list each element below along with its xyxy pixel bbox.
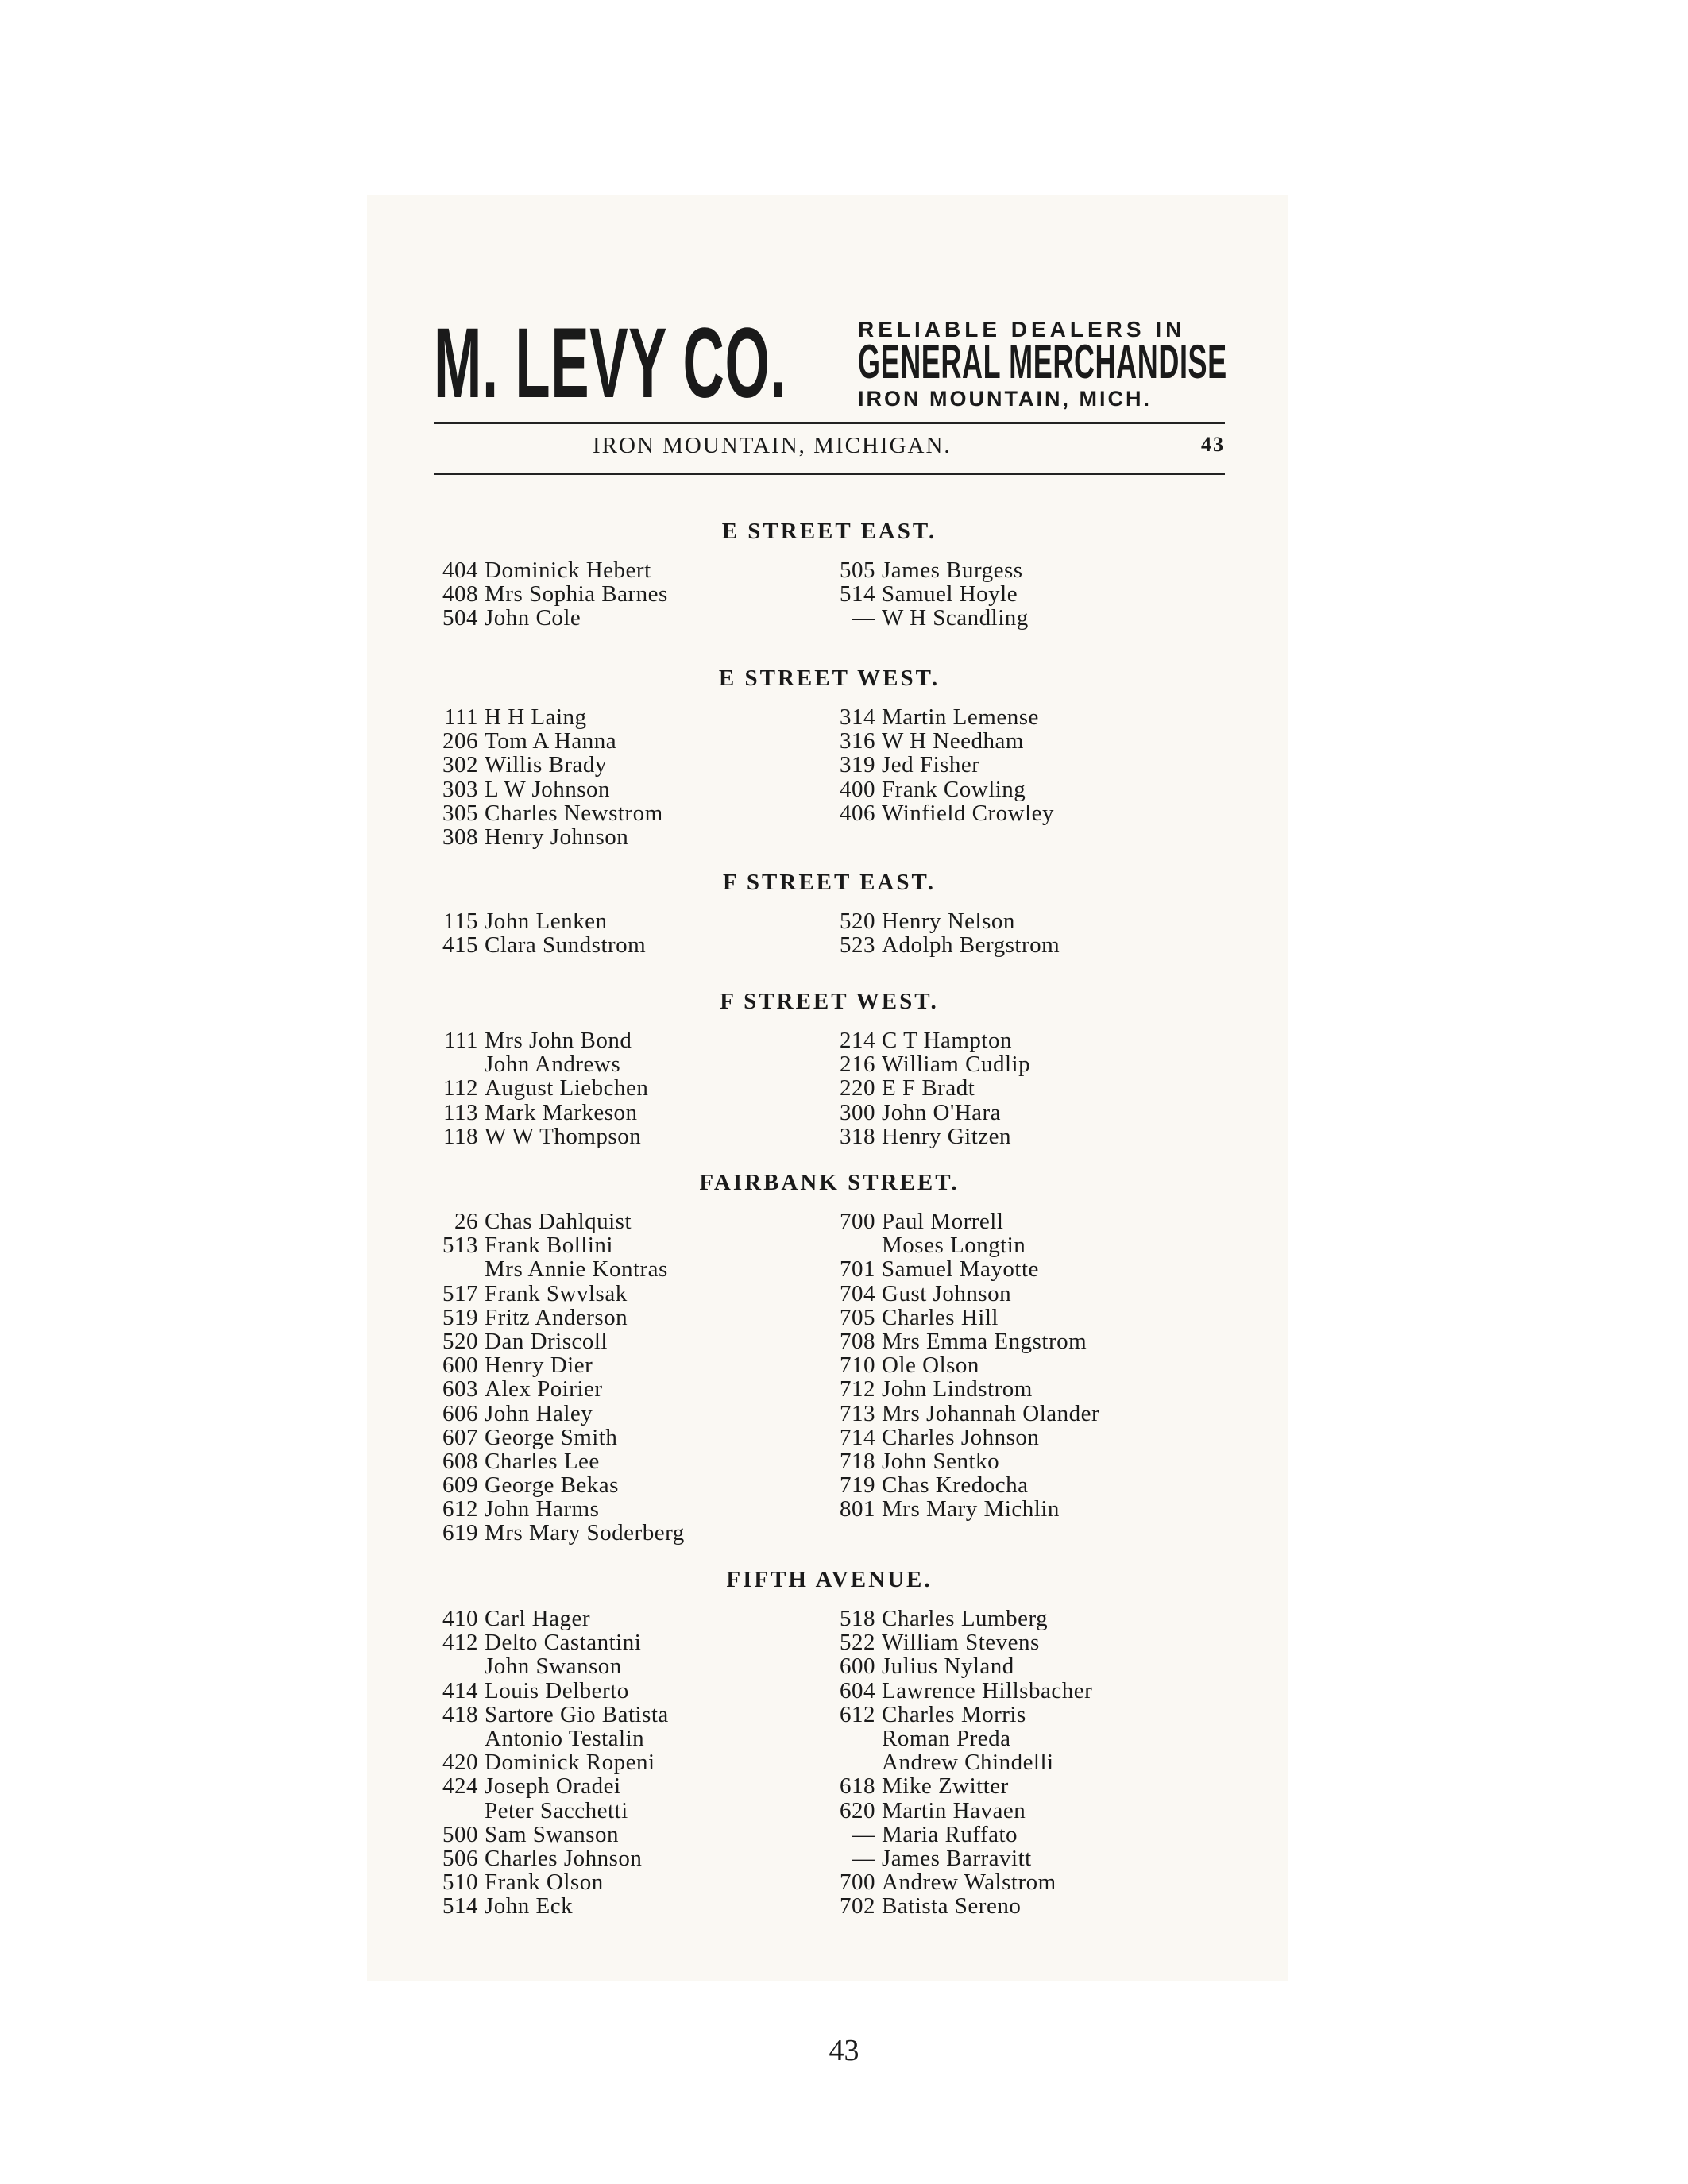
resident-name: Frank Bollini [485, 1233, 613, 1259]
house-number: 700 [840, 1870, 875, 1896]
house-number: 513 [442, 1233, 478, 1259]
resident-name: Mrs John Bond [485, 1028, 632, 1053]
resident-name: Moses Longtin [882, 1233, 1026, 1259]
resident-name: Charles Newstrom [485, 800, 663, 826]
resident-name: John Sentko [882, 1448, 1000, 1474]
column-left [434, 1210, 685, 1545]
list-item [831, 1497, 1099, 1521]
house-number: 519 [442, 1304, 478, 1330]
list-item [434, 1306, 685, 1329]
house-number: 404 [442, 558, 478, 583]
list-item [831, 1449, 1099, 1473]
resident-name: Chas Dahlquist [485, 1209, 632, 1234]
resident-name: Charles Lee [485, 1448, 600, 1474]
list-item [831, 933, 1060, 957]
ad-company-name: M. LEVY CO. [434, 308, 787, 419]
resident-name: Roman Preda [882, 1725, 1011, 1751]
list-item [831, 1750, 1092, 1774]
column-right [831, 558, 1029, 631]
resident-name: Mark Markeson [485, 1099, 638, 1125]
resident-name: Delto Castantini [485, 1630, 642, 1656]
resident-name: Ole Olson [882, 1352, 979, 1379]
bottom-rule [434, 473, 1225, 475]
section-title: F STREET EAST. [723, 870, 936, 895]
list-item [831, 1257, 1099, 1281]
resident-name: Mrs Emma Engstrom [882, 1328, 1087, 1354]
house-number: 618 [840, 1773, 875, 1800]
list-item [831, 1076, 1030, 1100]
resident-name: Sam Swanson [485, 1821, 620, 1847]
resident-name: Charles Johnson [882, 1424, 1040, 1450]
list-item [831, 1630, 1092, 1654]
house-number: 216 [840, 1051, 875, 1078]
list-item [434, 1607, 669, 1630]
resident-name: Henry Nelson [882, 909, 1015, 934]
resident-name: Jed Fisher [882, 752, 980, 778]
resident-name: Tom A Hanna [485, 728, 617, 754]
ad-tagline: RELIABLE DEALERS IN [858, 317, 1186, 341]
resident-name: Mrs Mary Michlin [882, 1496, 1060, 1522]
house-number: 510 [442, 1870, 478, 1896]
list-item [831, 1233, 1099, 1257]
list-item [831, 1774, 1092, 1798]
resident-name: John Andrews [485, 1051, 621, 1078]
list-item [434, 1402, 685, 1426]
list-item [831, 1894, 1092, 1918]
resident-name: Dominick Ropeni [485, 1750, 655, 1776]
resident-name: W W Thompson [485, 1123, 642, 1149]
list-item [434, 1125, 648, 1148]
house-number: 418 [442, 1701, 478, 1727]
resident-name: Antonio Testalin [485, 1725, 645, 1751]
resident-name: Charles Hill [882, 1304, 999, 1330]
resident-name: Henry Johnson [485, 824, 629, 850]
house-number: 302 [442, 752, 478, 778]
list-item [831, 558, 1029, 582]
resident-name: Adolph Bergstrom [882, 932, 1060, 959]
list-item [434, 1473, 685, 1497]
column-right [831, 909, 1060, 957]
resident-name: George Bekas [485, 1472, 619, 1499]
resident-name: John Harms [485, 1496, 600, 1522]
list-item [434, 1703, 669, 1727]
resident-name: Batista Sereno [882, 1893, 1022, 1920]
resident-name: Frank Olson [485, 1870, 604, 1896]
house-number: 612 [840, 1701, 875, 1727]
list-item [831, 1306, 1099, 1329]
house-number: 603 [442, 1376, 478, 1403]
resident-name: Charles Morris [882, 1701, 1026, 1727]
list-item [831, 1607, 1092, 1630]
list-item [831, 1028, 1030, 1052]
section-title: E STREET WEST. [718, 666, 941, 691]
list-item [831, 1282, 1099, 1306]
list-item [434, 1377, 685, 1401]
list-item [831, 909, 1060, 933]
list-item [434, 1257, 685, 1281]
resident-name: John Swanson [485, 1653, 622, 1680]
resident-name: Henry Dier [485, 1352, 593, 1379]
resident-name: Peter Sacchetti [485, 1797, 628, 1823]
resident-name: W H Needham [882, 728, 1024, 754]
list-item [434, 801, 663, 825]
house-number: 604 [840, 1677, 875, 1704]
list-item [831, 1125, 1030, 1148]
list-item [434, 729, 663, 753]
resident-name: John Eck [485, 1893, 574, 1920]
house-number: — [852, 1845, 875, 1871]
resident-name: Frank Swvlsak [485, 1280, 628, 1306]
list-item [831, 1329, 1099, 1353]
list-item [831, 705, 1054, 729]
resident-name: Andrew Walstrom [882, 1870, 1056, 1896]
house-number: 414 [442, 1677, 478, 1704]
list-item [434, 1521, 685, 1545]
house-number: 408 [442, 581, 478, 608]
resident-name: Alex Poirier [485, 1376, 603, 1403]
house-number: 314 [840, 704, 875, 730]
resident-name: Charles Johnson [485, 1845, 643, 1871]
house-number: 708 [840, 1328, 875, 1354]
resident-name: Lawrence Hillsbacher [882, 1677, 1093, 1704]
house-number: 111 [444, 704, 478, 730]
house-number: 424 [442, 1773, 478, 1800]
resident-name: H H Laing [485, 704, 587, 730]
house-number: 415 [442, 932, 478, 959]
house-number: 303 [442, 776, 478, 802]
list-item [831, 1473, 1099, 1497]
list-item [434, 909, 646, 933]
resident-name: Mrs Johannah Olander [882, 1400, 1100, 1426]
list-item [434, 1101, 648, 1125]
house-number: 700 [840, 1209, 875, 1234]
house-number: 518 [840, 1606, 875, 1631]
resident-name: Louis Delberto [485, 1677, 629, 1704]
list-item [434, 1774, 669, 1798]
ad-location: IRON MOUNTAIN, MICH. [858, 387, 1152, 411]
list-item [434, 1076, 648, 1100]
house-number: 520 [840, 909, 875, 934]
house-number: 522 [840, 1630, 875, 1656]
resident-name: Frank Cowling [882, 776, 1026, 802]
column-right [831, 1028, 1030, 1148]
resident-name: Sartore Gio Batista [485, 1701, 669, 1727]
resident-name: Julius Nyland [882, 1653, 1014, 1680]
house-number: 111 [444, 1028, 478, 1053]
list-item [434, 705, 663, 729]
house-number: 214 [840, 1028, 875, 1053]
column-left [434, 705, 663, 849]
list-item [831, 1654, 1092, 1678]
resident-name: John O'Hara [882, 1099, 1002, 1125]
list-item [831, 1052, 1030, 1076]
list-item [434, 1282, 685, 1306]
list-item [434, 1210, 685, 1233]
list-item [831, 1703, 1092, 1727]
resident-name: Gust Johnson [882, 1280, 1012, 1306]
house-number: 704 [840, 1280, 875, 1306]
list-item [831, 729, 1054, 753]
house-number: 718 [840, 1448, 875, 1474]
list-item [831, 1210, 1099, 1233]
house-number: 400 [840, 776, 875, 802]
list-item [831, 753, 1054, 777]
resident-name: Martin Lemense [882, 704, 1039, 730]
house-number: 608 [442, 1448, 478, 1474]
house-number: 26 [454, 1209, 478, 1234]
house-number: 506 [442, 1845, 478, 1871]
house-number: 710 [840, 1352, 875, 1379]
house-number: 701 [840, 1256, 875, 1283]
resident-name: Willis Brady [485, 752, 607, 778]
resident-name: James Burgess [882, 558, 1023, 583]
house-number: 412 [442, 1630, 478, 1656]
resident-name: Mrs Sophia Barnes [485, 581, 668, 608]
list-item [831, 1377, 1099, 1401]
column-left [434, 909, 646, 957]
resident-name: Carl Hager [485, 1606, 591, 1631]
list-item [434, 558, 668, 582]
list-item [434, 1654, 669, 1678]
house-number: 606 [442, 1400, 478, 1426]
list-item [434, 778, 663, 801]
house-number: 600 [442, 1352, 478, 1379]
list-item [434, 825, 663, 849]
resident-name: E F Bradt [882, 1075, 975, 1102]
house-number: 520 [442, 1328, 478, 1354]
house-number: 112 [443, 1075, 478, 1102]
house-number: 620 [840, 1797, 875, 1823]
column-right [831, 705, 1054, 825]
resident-name: Samuel Mayotte [882, 1256, 1039, 1283]
resident-name: Chas Kredocha [882, 1472, 1029, 1499]
resident-name: Mrs Mary Soderberg [485, 1520, 685, 1546]
house-number: 801 [840, 1496, 875, 1522]
house-number: 410 [442, 1606, 478, 1631]
resident-name: Mike Zwitter [882, 1773, 1009, 1800]
resident-name: Winfield Crowley [882, 800, 1055, 826]
resident-name: Mrs Annie Kontras [485, 1256, 668, 1283]
list-item [434, 582, 668, 606]
resident-name: Maria Ruffato [882, 1821, 1018, 1847]
list-item [831, 1846, 1092, 1870]
column-left [434, 1607, 669, 1918]
resident-name: Dan Driscoll [485, 1328, 608, 1354]
list-item [831, 582, 1029, 606]
section-title: FIFTH AVENUE. [726, 1567, 933, 1592]
list-item [831, 1426, 1099, 1449]
list-item [831, 1353, 1099, 1377]
resident-name: Fritz Anderson [485, 1304, 628, 1330]
list-item [434, 1353, 685, 1377]
list-item [434, 1028, 648, 1052]
list-item [434, 1846, 669, 1870]
house-number: — [852, 1821, 875, 1847]
advertisement-banner [434, 308, 1280, 419]
list-item [831, 1679, 1092, 1703]
house-number: 609 [442, 1472, 478, 1499]
column-right [831, 1607, 1092, 1918]
list-item [831, 801, 1054, 825]
house-number: 523 [840, 932, 875, 959]
column-right [831, 1210, 1099, 1521]
resident-name: Paul Morrell [882, 1209, 1004, 1234]
resident-name: John Lenken [485, 909, 608, 934]
list-item [434, 1052, 648, 1076]
house-number: 514 [840, 581, 875, 608]
running-head-title: IRON MOUNTAIN, MICHIGAN. [593, 433, 952, 458]
list-item [434, 1630, 669, 1654]
house-number: 504 [442, 605, 478, 631]
list-item [434, 1449, 685, 1473]
list-item [831, 778, 1054, 801]
house-number: 600 [840, 1653, 875, 1680]
list-item [831, 1870, 1092, 1894]
list-item [434, 1750, 669, 1774]
resident-name: Dominick Hebert [485, 558, 651, 583]
resident-name: William Stevens [882, 1630, 1040, 1656]
resident-name: Andrew Chindelli [882, 1750, 1054, 1776]
list-item [434, 1679, 669, 1703]
resident-name: L W Johnson [485, 776, 611, 802]
house-number: 702 [840, 1893, 875, 1920]
list-item [434, 1799, 669, 1823]
house-number: 319 [840, 752, 875, 778]
list-item [434, 1727, 669, 1750]
house-number: 308 [442, 824, 478, 850]
list-item [831, 1402, 1099, 1426]
house-number: 406 [840, 800, 875, 826]
list-item [434, 1233, 685, 1257]
section-title: E STREET EAST. [721, 519, 937, 544]
resident-name: John Haley [485, 1400, 593, 1426]
house-number: 612 [442, 1496, 478, 1522]
section-title: FAIRBANK STREET. [699, 1170, 960, 1195]
scanned-page [367, 195, 1288, 1981]
resident-name: C T Hampton [882, 1028, 1012, 1053]
resident-name: William Cudlip [882, 1051, 1031, 1078]
list-item [434, 933, 646, 957]
house-number: 714 [840, 1424, 875, 1450]
house-number: 300 [840, 1099, 875, 1125]
house-number: 517 [442, 1280, 478, 1306]
list-item [831, 1799, 1092, 1823]
column-left [434, 1028, 648, 1148]
house-number: 318 [840, 1123, 875, 1149]
list-item [434, 1870, 669, 1894]
house-number: 316 [840, 728, 875, 754]
page-footer-number: 43 [829, 2034, 859, 2067]
resident-name: Joseph Oradei [485, 1773, 621, 1800]
resident-name: August Liebchen [485, 1075, 649, 1102]
house-number: 206 [442, 728, 478, 754]
running-head [434, 433, 1225, 465]
resident-name: Henry Gitzen [882, 1123, 1012, 1149]
resident-name: W H Scandling [882, 605, 1029, 631]
house-number: 705 [840, 1304, 875, 1330]
list-item [434, 1497, 685, 1521]
house-number: 420 [442, 1750, 478, 1776]
list-item [434, 753, 663, 777]
house-number: 305 [442, 800, 478, 826]
column-left [434, 558, 668, 631]
house-number: 118 [443, 1123, 478, 1149]
house-number: 619 [442, 1520, 478, 1546]
list-item [831, 606, 1029, 630]
list-item [434, 606, 668, 630]
house-number: 712 [840, 1376, 875, 1403]
list-item [831, 1727, 1092, 1750]
list-item [434, 1894, 669, 1918]
house-number: 514 [442, 1893, 478, 1920]
resident-name: Martin Havaen [882, 1797, 1026, 1823]
resident-name: Samuel Hoyle [882, 581, 1018, 608]
house-number: 500 [442, 1821, 478, 1847]
house-number: 113 [443, 1099, 478, 1125]
ad-merchandise: GENERAL MERCHANDISE [858, 335, 1227, 388]
top-rule [434, 422, 1225, 424]
house-number: 713 [840, 1400, 875, 1426]
house-number: 115 [443, 909, 478, 934]
resident-name: John Cole [485, 605, 581, 631]
resident-name: George Smith [485, 1424, 618, 1450]
list-item [831, 1823, 1092, 1846]
list-item [434, 1426, 685, 1449]
resident-name: Clara Sundstrom [485, 932, 647, 959]
list-item [831, 1101, 1030, 1125]
house-number: 719 [840, 1472, 875, 1499]
list-item [434, 1329, 685, 1353]
resident-name: James Barravitt [882, 1845, 1032, 1871]
house-number: 505 [840, 558, 875, 583]
house-number: 607 [442, 1424, 478, 1450]
list-item [434, 1823, 669, 1846]
section-title: F STREET WEST. [720, 989, 939, 1014]
house-number: — [852, 605, 875, 631]
running-head-page-number: 43 [1201, 433, 1225, 456]
resident-name: Charles Lumberg [882, 1606, 1049, 1631]
resident-name: John Lindstrom [882, 1376, 1033, 1403]
house-number: 220 [840, 1075, 875, 1102]
